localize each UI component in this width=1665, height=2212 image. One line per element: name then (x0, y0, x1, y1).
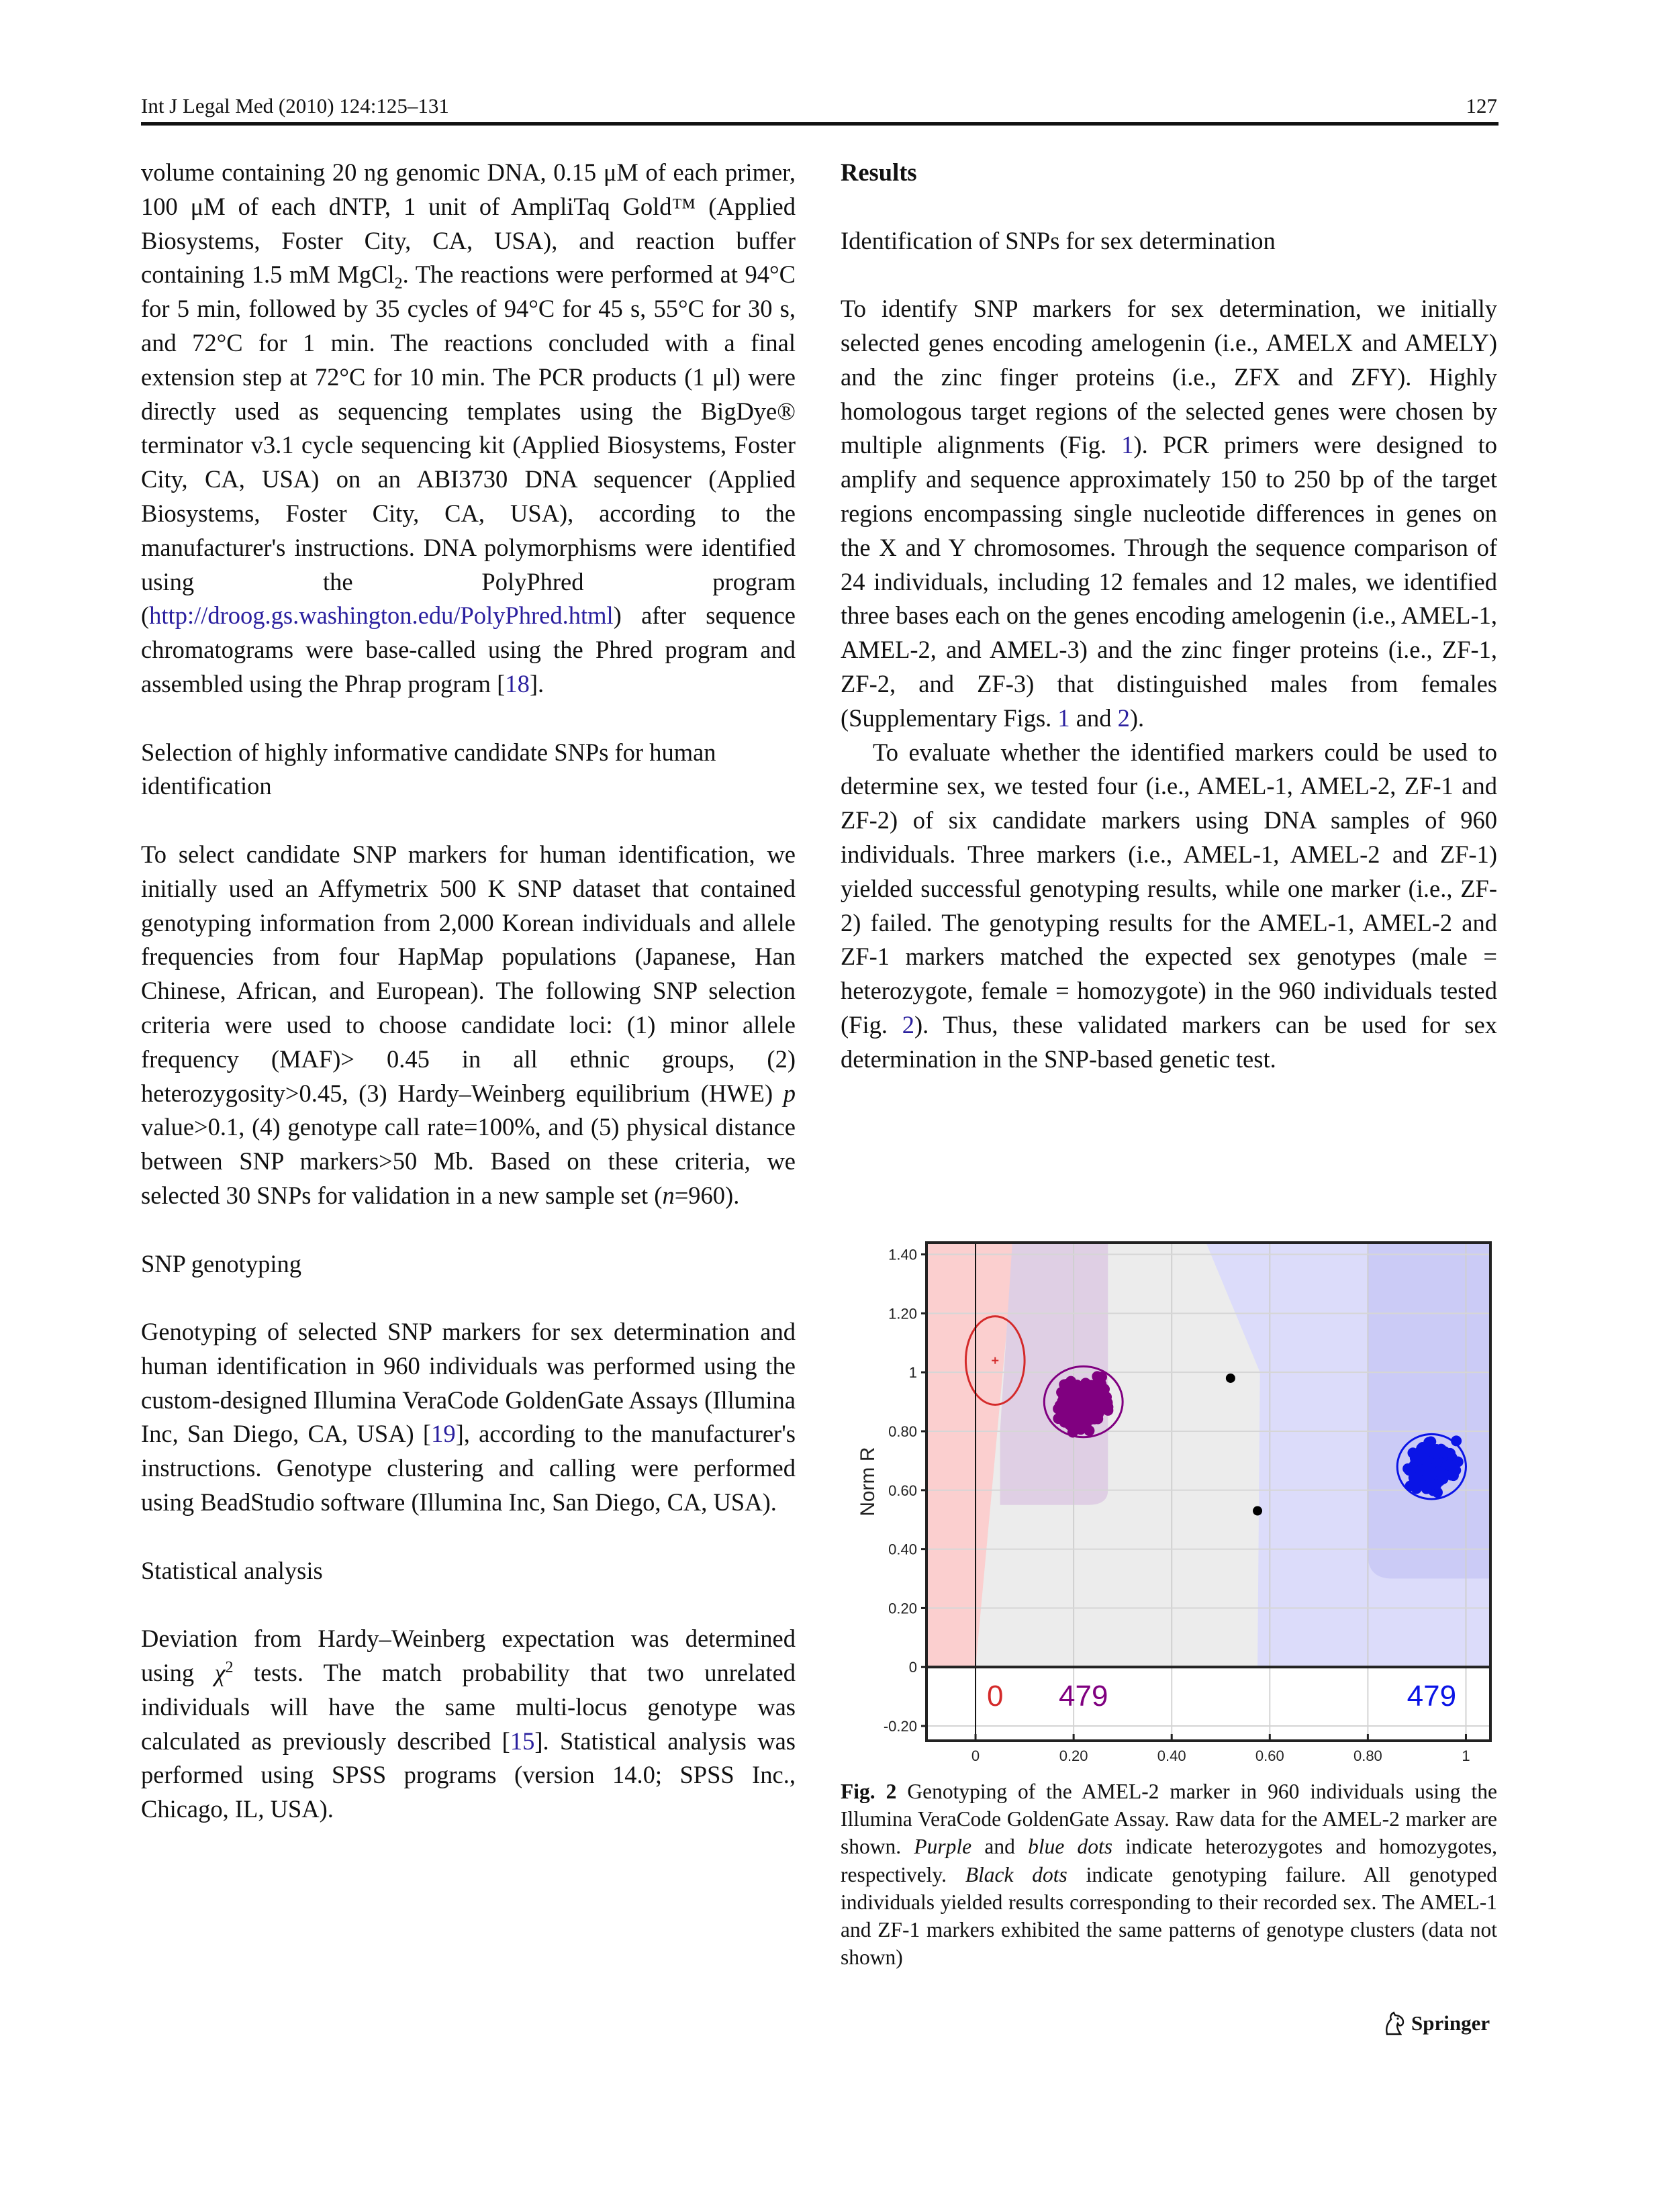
methods-paragraph-genotyping: Genotyping of selected SNP markers for sex determination and human identification in 960 individuals was performed using the custom-designed Illumina VeraCode GoldenGate Assays (Illumina Inc, San Diego, CA, USA) [19], according to the manufacturer's instructions. Genotype clustering and calling were performed using BeadStudio software (Illumina Inc, San Diego, CA, USA). (141, 1318, 796, 1517)
x-tick-label: 0.80 (1353, 1747, 1382, 1762)
left-column (141, 156, 796, 1827)
data-point (1451, 1435, 1462, 1446)
page-number: 127 (1466, 94, 1497, 117)
y-tick-label: 0.20 (888, 1600, 917, 1617)
polyphred-link[interactable]: http://droog.gs.washington.edu/PolyPhred.html (149, 602, 614, 630)
y-tick-label: 1.20 (888, 1305, 917, 1323)
figure-caption: Fig. 2 Genotyping of the AMEL-2 marker in 960 individuals using the Illumina VeraCode GoldenGate Assay. Raw data for the AMEL-2 marker are shown. Purple and blue dots indicate heterozygotes and homozygotes, respectively. Black dots indicate genotyping failure. All genotyped individuals yielded results corresponding to their recorded sex. The AMEL-1 and ZF-1 markers exhibited the same patterns of genotype clusters (data not shown) (841, 1780, 1498, 1970)
data-point (1435, 1445, 1446, 1456)
section-heading-genotyping: SNP genotyping (141, 1249, 301, 1278)
supplementary-figure-link[interactable]: 1 (1057, 704, 1070, 732)
y-axis-title: Norm R (857, 1447, 879, 1517)
data-point (1094, 1408, 1104, 1418)
methods-paragraph-statistical: Deviation from Hardy–Weinberg expectation was determined using $\chi^2$ tests. The match probability that two unrelated individuals will have the same multi-locus genotype was calculated as previously described [15]. Statistical analysis was performed using SPSS programs (version 14.0; SPSS Inc., Chicago, IL, USA). (141, 1625, 796, 1823)
reference-link[interactable]: 19 (431, 1420, 456, 1448)
count-strip (926, 1667, 1490, 1741)
data-point (1444, 1459, 1455, 1470)
failed-point (1253, 1506, 1262, 1516)
region-bb (1368, 1243, 1490, 1579)
figure-link[interactable]: 1 (1121, 431, 1134, 459)
x-tick-label: 0.20 (1059, 1747, 1088, 1762)
y-tick-label: 0.80 (888, 1423, 917, 1440)
data-point (1409, 1472, 1419, 1483)
y-tick-label: -0.20 (883, 1718, 917, 1735)
x-tick-label: 0 (971, 1747, 980, 1762)
data-point (1076, 1411, 1087, 1422)
supplementary-figure-link[interactable]: 2 (1117, 704, 1130, 732)
reference-link[interactable]: 18 (505, 669, 530, 698)
data-point (1420, 1454, 1431, 1465)
data-point (1097, 1398, 1108, 1408)
springer-horse-icon (1383, 2011, 1406, 2035)
data-point (1085, 1386, 1096, 1397)
failed-point (1226, 1374, 1235, 1383)
y-tick-label: 0.60 (888, 1482, 917, 1499)
cluster-count-label: 0 (987, 1680, 1004, 1713)
cluster-count-label: 479 (1407, 1680, 1457, 1713)
data-point (1061, 1384, 1072, 1394)
results-paragraph-evaluation: To evaluate whether the identified markers could be used to determine sex, we tested four (i.e., AMEL-1, AMEL-2, ZF-1 and ZF-2) of six candidate markers using DNA samples of 960 individuals. Three markers (i.e., AMEL-1, AMEL-2 and ZF-1) yielded successful genotyping results, while one marker (i.e., ZF-2) failed. The genotyping results for the AMEL-1, AMEL-2 and ZF-1 markers matched the expected sex genotypes (male = heterozygote, female = homozygote) in the 960 individuals tested (Fig. 2). Thus, these validated markers can be used for sex determination in the SNP-based genetic test. (841, 738, 1497, 1073)
cluster-count-label: 479 (1059, 1680, 1108, 1713)
reference-link[interactable]: 15 (510, 1727, 535, 1755)
running-header (141, 86, 1497, 118)
figure-link[interactable]: 2 (902, 1010, 914, 1039)
x-tick-label: 1 (1462, 1747, 1470, 1762)
region-ab (1000, 1243, 1108, 1505)
methods-paragraph-pcr: volume containing 20 ng genomic DNA, 0.15 μM of each primer, 100 μM of each dNTP, 1 unit of AmpliTaq Gold™ (Applied Biosystems, Foster City, CA, USA), and reaction buffer containing 1.5 mM MgCl$_2$. The reactions were performed at 94°C for 5 min, followed by 35 cycles of 94°C for 45 s, 55°C for 30 s, and 72°C for 1 min. The reactions concluded with a final extension step at 72°C for 10 min. The PCR products (1 μl) were directly used as sequencing templates using the BigDye® terminator v3.1 cycle sequencing kit (Applied Biosystems, Foster City, CA, USA) on an ABI3730 DNA sequencer (Applied Biosystems, Foster City, CA, USA), according to the manufacturer's instructions. DNA polymorphisms were identified using the PolyPhred program (http://droog.gs.washington.edu/PolyPhred.html) after sequence chromatograms were base-called using the Phred program and assembled using the Phrap program [18]. (141, 158, 796, 698)
publisher-name: Springer (1411, 2011, 1490, 2035)
section-heading-selection: Selection of highly informative candidate SNPs for human identification (141, 738, 716, 800)
methods-paragraph-selection: To select candidate SNP markers for human identification, we initially used an Affymetrix 500 K SNP dataset that contained genotyping information from 2,000 Korean individuals and allele frequencies from four HapMap populations (Japanese, Han Chinese, African, and European). The following SNP selection criteria were used to choose candidate loci: (1) minor allele frequency (MAF)> 0.45 in all ethnic groups, (2) heterozygosity>0.45, (3) Hardy–Weinberg equilibrium (HWE) p value>0.1, (4) genotype call rate=100%, and (5) physical distance between SNP markers>50 Mb. Based on these criteria, we selected 30 SNPs for validation in a new sample set (n=960). (141, 840, 796, 1209)
section-heading-identification: Identification of SNPs for sex determination (841, 226, 1276, 254)
y-tick-label: 1 (908, 1364, 917, 1382)
header-rule (141, 122, 1498, 126)
x-tick-label: 0.60 (1255, 1747, 1284, 1762)
data-point (1433, 1466, 1444, 1477)
right-column (841, 156, 1497, 1077)
data-point (1431, 1479, 1441, 1490)
figure-2-genotype-plot (841, 1218, 1498, 1762)
y-tick-label: 1.40 (888, 1246, 917, 1263)
springer-logo (1383, 2011, 1490, 2035)
figure-label: Fig. 2 (841, 1780, 897, 1803)
scatter-chart (841, 1218, 1498, 1762)
results-paragraph-identification: To identify SNP markers for sex determination, we initially selected genes encoding amelogenin (i.e., AMELX and AMELY) and the zinc finger proteins (i.e., ZFX and ZFY). Highly homologous target regions of the selected genes were chosen by multiple alignments (Fig. 1). PCR primers were designed to amplify and sequence approximately 150 to 250 bp of the target regions encompassing single nucleotide differences in genes on the X and Y chromosomes. Through the sequence comparison of 24 individuals, including 12 females and 12 males, we identified three bases each on the genes encoding amelogenin (i.e., AMEL-1, AMEL-2, and AMEL-3) and the zinc finger proteins (i.e., ZF-1, ZF-2, and ZF-3) that distinguished males from females (Supplementary Figs. 1 and 2). (841, 295, 1497, 732)
section-heading-results: Results (841, 158, 917, 186)
y-tick-label: 0.40 (888, 1541, 917, 1558)
x-tick-label: 0.40 (1157, 1747, 1186, 1762)
y-tick-label: 0 (908, 1659, 917, 1676)
section-heading-statistical: Statistical analysis (141, 1556, 323, 1584)
journal-citation: Int J Legal Med (2010) 124:125–131 (141, 94, 449, 117)
